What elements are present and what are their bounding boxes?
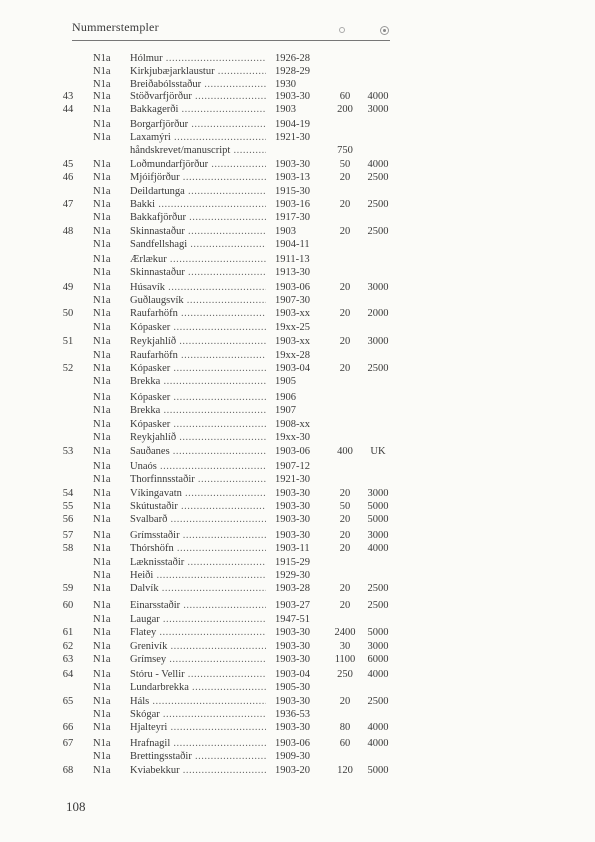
table-row <box>0 336 595 348</box>
table-row <box>0 765 595 777</box>
row-number: 67 <box>62 738 74 749</box>
table-row <box>0 212 595 224</box>
place-name: Laxamýri ..... <box>130 132 266 144</box>
stamp-type: N1a <box>93 696 111 707</box>
price-on-cover: 4000 <box>367 159 389 170</box>
table-row <box>0 405 595 417</box>
place-name: Dalvík ..... <box>130 583 266 595</box>
row-number: 64 <box>62 669 74 680</box>
years-used: 1947-51 <box>275 614 310 625</box>
place-name: Heiði ..... <box>130 570 266 582</box>
place-name: Mjóifjörður ..... <box>130 172 266 184</box>
years-used: 1903-30 <box>275 159 310 170</box>
row-number: 63 <box>62 654 74 665</box>
table-row <box>0 570 595 582</box>
years-used: 1926-28 <box>275 53 310 64</box>
place-name: Deildartunga ..... <box>130 186 266 198</box>
stamp-type: N1a <box>93 350 111 361</box>
place-name: Stóru - Vellir ..... <box>130 669 266 681</box>
row-number: 68 <box>62 765 74 776</box>
years-used: 1929-30 <box>275 570 310 581</box>
place-name: Laugar ..... <box>130 614 266 626</box>
place-name: Skógar ..... <box>130 709 266 721</box>
years-used: 1915-30 <box>275 186 310 197</box>
price-on-piece: 20 <box>339 199 351 210</box>
years-used: 1903-04 <box>275 363 310 374</box>
price-on-cover: 3000 <box>367 336 389 347</box>
place-name: Kópasker ..... <box>130 392 266 404</box>
price-on-piece: 20 <box>339 600 351 611</box>
price-on-piece: 20 <box>339 363 351 374</box>
row-number: 54 <box>62 488 74 499</box>
years-used: 1903-30 <box>275 696 310 707</box>
stamp-type: N1a <box>93 91 111 102</box>
place-name: Skinnastaður ..... <box>130 226 266 238</box>
row-number: 53 <box>62 446 74 457</box>
price-on-piece: 50 <box>339 159 351 170</box>
place-name: Hrafnagil ..... <box>130 738 266 750</box>
table-row <box>0 419 595 431</box>
table-row <box>0 461 595 473</box>
years-used: 1907-12 <box>275 461 310 472</box>
price-on-piece: 1100 <box>334 654 356 665</box>
stamp-type: N1a <box>93 159 111 170</box>
years-used: 1903-30 <box>275 514 310 525</box>
table-row <box>0 446 595 458</box>
stamp-type: N1a <box>93 738 111 749</box>
years-used: 19xx-28 <box>275 350 310 361</box>
price-on-cover: 5000 <box>367 765 389 776</box>
place-name: Lundarbrekka ..... <box>130 682 266 694</box>
price-on-cover: 2500 <box>367 172 389 183</box>
table-row <box>0 199 595 211</box>
years-used: 1917-30 <box>275 212 310 223</box>
price-on-cover: 2500 <box>367 583 389 594</box>
place-name: Hjalteyri ..... <box>130 722 266 734</box>
place-name: Breiðabólsstaður ..... <box>130 79 266 91</box>
row-number: 60 <box>62 600 74 611</box>
row-number: 62 <box>62 641 74 652</box>
price-on-piece: 20 <box>339 543 351 554</box>
stamp-type: N1a <box>93 295 111 306</box>
stamp-type: N1a <box>93 336 111 347</box>
price-on-cover: 2500 <box>367 696 389 707</box>
price-on-cover: 2000 <box>367 308 389 319</box>
table-row <box>0 295 595 307</box>
years-used: 1921-30 <box>275 132 310 143</box>
table-row <box>0 557 595 569</box>
stamp-type: N1a <box>93 322 111 333</box>
table-row <box>0 682 595 694</box>
years-used: 1903-06 <box>275 738 310 749</box>
place-name: Bakkagerði ..... <box>130 104 266 116</box>
row-number: 59 <box>62 583 74 594</box>
price-on-piece: 750 <box>337 145 353 156</box>
table-row <box>0 376 595 388</box>
row-number: 66 <box>62 722 74 733</box>
place-name: Kópasker ..... <box>130 363 266 375</box>
years-used: 19xx-25 <box>275 322 310 333</box>
place-name: Kópasker ..... <box>130 419 266 431</box>
table-row <box>0 722 595 734</box>
place-name: Thórshöfn ..... <box>130 543 266 555</box>
table-row <box>0 53 595 65</box>
price-on-piece: 20 <box>339 583 351 594</box>
stamp-type: N1a <box>93 66 111 77</box>
stamp-type: N1a <box>93 239 111 250</box>
stamp-type: N1a <box>93 132 111 143</box>
years-used: 1903-27 <box>275 600 310 611</box>
price-on-piece: 30 <box>339 641 351 652</box>
stamp-type: N1a <box>93 669 111 680</box>
place-name: Kviabekkur ..... <box>130 765 266 777</box>
price-on-cover: 3000 <box>367 488 389 499</box>
years-used: 1903-30 <box>275 530 310 541</box>
price-on-piece: 80 <box>339 722 351 733</box>
place-name: Guðlaugsvík ..... <box>130 295 266 307</box>
years-used: 1903-11 <box>275 543 310 554</box>
years-used: 1930 <box>275 79 296 90</box>
stamp-type: N1a <box>93 405 111 416</box>
stamp-type: N1a <box>93 186 111 197</box>
stamp-type: N1a <box>93 530 111 541</box>
price-on-piece: 20 <box>339 226 351 237</box>
place-name: Skinnastaður ..... <box>130 267 266 279</box>
years-used: 1905-30 <box>275 682 310 693</box>
place-name: Víkingavatn ..... <box>130 488 266 500</box>
years-used: 1903-06 <box>275 446 310 457</box>
years-used: 1903-13 <box>275 172 310 183</box>
stamp-type: N1a <box>93 514 111 525</box>
price-on-piece: 20 <box>339 336 351 347</box>
row-number: 46 <box>62 172 74 183</box>
price-on-cover: 4000 <box>367 722 389 733</box>
place-name: Grímsey ..... <box>130 654 266 666</box>
years-used: 1904-19 <box>275 119 310 130</box>
years-used: 1903-30 <box>275 627 310 638</box>
price-on-cover: 2500 <box>367 199 389 210</box>
stamp-type: N1a <box>93 392 111 403</box>
stamp-type: N1a <box>93 722 111 733</box>
price-on-piece: 200 <box>337 104 353 115</box>
table-row <box>0 709 595 721</box>
place-name: Brekka ..... <box>130 376 266 388</box>
row-number: 58 <box>62 543 74 554</box>
years-used: 1903-30 <box>275 654 310 665</box>
stamp-type: N1a <box>93 461 111 472</box>
table-row <box>0 91 595 103</box>
stamp-type: N1a <box>93 376 111 387</box>
stamp-type: N1a <box>93 474 111 485</box>
stamp-type: N1a <box>93 419 111 430</box>
table-row <box>0 583 595 595</box>
table-row <box>0 363 595 375</box>
table-row <box>0 614 595 626</box>
table-row <box>0 530 595 542</box>
stamp-type: N1a <box>93 119 111 130</box>
years-used: 1903-xx <box>275 336 310 347</box>
table-row <box>0 132 595 144</box>
place-name: Kirkjubæjarklaustur ..... <box>130 66 266 78</box>
table-row <box>0 669 595 681</box>
stamp-type: N1a <box>93 751 111 762</box>
stamp-type: N1a <box>93 627 111 638</box>
price-on-cover: 2500 <box>367 226 389 237</box>
place-name: Bakki ..... <box>130 199 266 211</box>
place-name: Læknisstaðir ..... <box>130 557 266 569</box>
price-on-piece: 2400 <box>334 627 356 638</box>
years-used: 19xx-30 <box>275 432 310 443</box>
row-number: 55 <box>62 501 74 512</box>
price-on-cover: 4000 <box>367 543 389 554</box>
stamp-type: N1a <box>93 172 111 183</box>
years-used: 1911-13 <box>275 254 310 265</box>
price-on-piece: 20 <box>339 282 351 293</box>
table-row <box>0 600 595 612</box>
years-used: 1907 <box>275 405 296 416</box>
stamp-type: N1a <box>93 654 111 665</box>
years-used: 1915-29 <box>275 557 310 568</box>
place-name: Kópasker ..... <box>130 322 266 334</box>
years-used: 1913-30 <box>275 267 310 278</box>
place-name: Stöðvarfjörður ..... <box>130 91 266 103</box>
years-used: 1921-30 <box>275 474 310 485</box>
table-row <box>0 543 595 555</box>
stamp-type: N1a <box>93 488 111 499</box>
price-on-cover: 2500 <box>367 363 389 374</box>
place-name: Háls ..... <box>130 696 266 708</box>
years-used: 1908-xx <box>275 419 310 430</box>
table-row <box>0 172 595 184</box>
price-on-piece: 20 <box>339 308 351 319</box>
running-head-title: Nummerstempler <box>72 20 159 34</box>
place-name: Sauðanes ..... <box>130 446 266 458</box>
table-row <box>0 654 595 666</box>
place-name: Reykjahlíð ..... <box>130 336 266 348</box>
table-row <box>0 738 595 750</box>
years-used: 1903 <box>275 226 296 237</box>
place-name: håndskrevet/manuscript ..... <box>130 145 266 157</box>
table-row <box>0 239 595 251</box>
stamp-type: N1a <box>93 254 111 265</box>
place-name: Húsavík ..... <box>130 282 266 294</box>
price-on-piece: 60 <box>339 91 351 102</box>
place-name: Raufarhöfn ..... <box>130 308 266 320</box>
table-row <box>0 501 595 513</box>
row-number: 56 <box>62 514 74 525</box>
place-name: Borgarfjörður ..... <box>130 119 266 131</box>
place-name: Einarsstaðir ..... <box>130 600 266 612</box>
years-used: 1906 <box>275 392 296 403</box>
stamp-type: N1a <box>93 267 111 278</box>
stamp-type: N1a <box>93 53 111 64</box>
price-on-cover: 5000 <box>367 627 389 638</box>
price-on-piece: 400 <box>337 446 353 457</box>
years-used: 1903-20 <box>275 765 310 776</box>
price-on-cover: UK <box>370 446 386 457</box>
price-on-cover: 4000 <box>367 738 389 749</box>
stamp-type: N1a <box>93 557 111 568</box>
price-on-cover: 6000 <box>367 654 389 665</box>
price-on-cover: 4000 <box>367 669 389 680</box>
years-used: 1903-28 <box>275 583 310 594</box>
years-used: 1903-04 <box>275 669 310 680</box>
price-on-piece: 60 <box>339 738 351 749</box>
stamp-type: N1a <box>93 199 111 210</box>
price-on-cover: 5000 <box>367 501 389 512</box>
table-row <box>0 226 595 238</box>
stamp-type: N1a <box>93 432 111 443</box>
row-number: 51 <box>62 336 74 347</box>
price-on-cover: 4000 <box>367 91 389 102</box>
stamp-type: N1a <box>93 501 111 512</box>
place-name: Svalbarð ..... <box>130 514 266 526</box>
stamp-type: N1a <box>93 282 111 293</box>
place-name: Grímsstaðir ..... <box>130 530 266 542</box>
row-number: 50 <box>62 308 74 319</box>
place-name: Reykjahlíð ..... <box>130 432 266 444</box>
place-name: Grenivík ..... <box>130 641 266 653</box>
place-name: Flatey ..... <box>130 627 266 639</box>
place-name: Brettingsstaðir ..... <box>130 751 266 763</box>
table-row <box>0 66 595 78</box>
price-on-cover: 2500 <box>367 600 389 611</box>
years-used: 1903-30 <box>275 488 310 499</box>
table-row <box>0 159 595 171</box>
stamp-type: N1a <box>93 226 111 237</box>
place-name: Loðmundarfjörður ..... <box>130 159 266 171</box>
table-row <box>0 322 595 334</box>
table-row <box>0 474 595 486</box>
stamp-type: N1a <box>93 308 111 319</box>
stamp-type: N1a <box>93 363 111 374</box>
price-on-piece: 20 <box>339 696 351 707</box>
place-name: Ærlækur ..... <box>130 254 266 266</box>
table-row <box>0 145 595 157</box>
price-on-piece: 20 <box>339 530 351 541</box>
years-used: 1928-29 <box>275 66 310 77</box>
years-used: 1903-06 <box>275 282 310 293</box>
row-number: 57 <box>62 530 74 541</box>
years-used: 1903-16 <box>275 199 310 210</box>
stamp-type: N1a <box>93 765 111 776</box>
row-number: 43 <box>62 91 74 102</box>
years-used: 1903-30 <box>275 91 310 102</box>
table-row <box>0 267 595 279</box>
stamp-type: N1a <box>93 104 111 115</box>
row-number: 65 <box>62 696 74 707</box>
table-row <box>0 282 595 294</box>
price-on-cover: 3000 <box>367 104 389 115</box>
table-row <box>0 488 595 500</box>
stamp-type: N1a <box>93 709 111 720</box>
place-name: Raufarhöfn ..... <box>130 350 266 362</box>
place-name: Hólmur ..... <box>130 53 266 65</box>
years-used: 1907-30 <box>275 295 310 306</box>
price-on-piece: 20 <box>339 488 351 499</box>
table-row <box>0 254 595 266</box>
price-on-piece: 20 <box>339 514 351 525</box>
table-row <box>0 696 595 708</box>
place-name: Brekka ..... <box>130 405 266 417</box>
table-row <box>0 641 595 653</box>
years-used: 1903-xx <box>275 308 310 319</box>
years-used: 1903-30 <box>275 501 310 512</box>
stamp-type: N1a <box>93 543 111 554</box>
row-number: 61 <box>62 627 74 638</box>
years-used: 1936-53 <box>275 709 310 720</box>
row-number: 47 <box>62 199 74 210</box>
stamp-type: N1a <box>93 79 111 90</box>
table-row <box>0 350 595 362</box>
table-row <box>0 627 595 639</box>
price-on-piece: 20 <box>339 172 351 183</box>
stamp-type: N1a <box>93 212 111 223</box>
page-number: 108 <box>66 799 86 814</box>
price-on-cover: 3000 <box>367 282 389 293</box>
place-name: Thorfinnsstaðir ..... <box>130 474 266 486</box>
table-row <box>0 104 595 116</box>
row-number: 44 <box>62 104 74 115</box>
years-used: 1905 <box>275 376 296 387</box>
table-row <box>0 514 595 526</box>
price-on-cover: 5000 <box>367 514 389 525</box>
row-number: 45 <box>62 159 74 170</box>
years-used: 1903 <box>275 104 296 115</box>
stamp-type: N1a <box>93 682 111 693</box>
table-row <box>0 308 595 320</box>
price-on-cover: 3000 <box>367 530 389 541</box>
stamp-type: N1a <box>93 641 111 652</box>
place-name: Sandfellshagi ..... <box>130 239 266 251</box>
table-row <box>0 119 595 131</box>
table-row <box>0 392 595 404</box>
table-row <box>0 432 595 444</box>
place-name: Skútustaðir ..... <box>130 501 266 513</box>
price-on-piece: 50 <box>339 501 351 512</box>
table-row <box>0 751 595 763</box>
stamp-type: N1a <box>93 583 111 594</box>
row-number: 52 <box>62 363 74 374</box>
stamp-type: N1a <box>93 570 111 581</box>
place-name: Bakkafjörður ..... <box>130 212 266 224</box>
place-name: Unaós ..... <box>130 461 266 473</box>
table-row <box>0 79 595 91</box>
price-on-cover: 3000 <box>367 641 389 652</box>
row-number: 48 <box>62 226 74 237</box>
price-on-piece: 120 <box>337 765 353 776</box>
years-used: 1903-30 <box>275 722 310 733</box>
price-on-piece: 250 <box>337 669 353 680</box>
years-used: 1909-30 <box>275 751 310 762</box>
row-number: 49 <box>62 282 74 293</box>
stamp-type: N1a <box>93 614 111 625</box>
table-row <box>0 186 595 198</box>
stamp-type: N1a <box>93 446 111 457</box>
years-used: 1904-11 <box>275 239 310 250</box>
stamp-type: N1a <box>93 600 111 611</box>
years-used: 1903-30 <box>275 641 310 652</box>
